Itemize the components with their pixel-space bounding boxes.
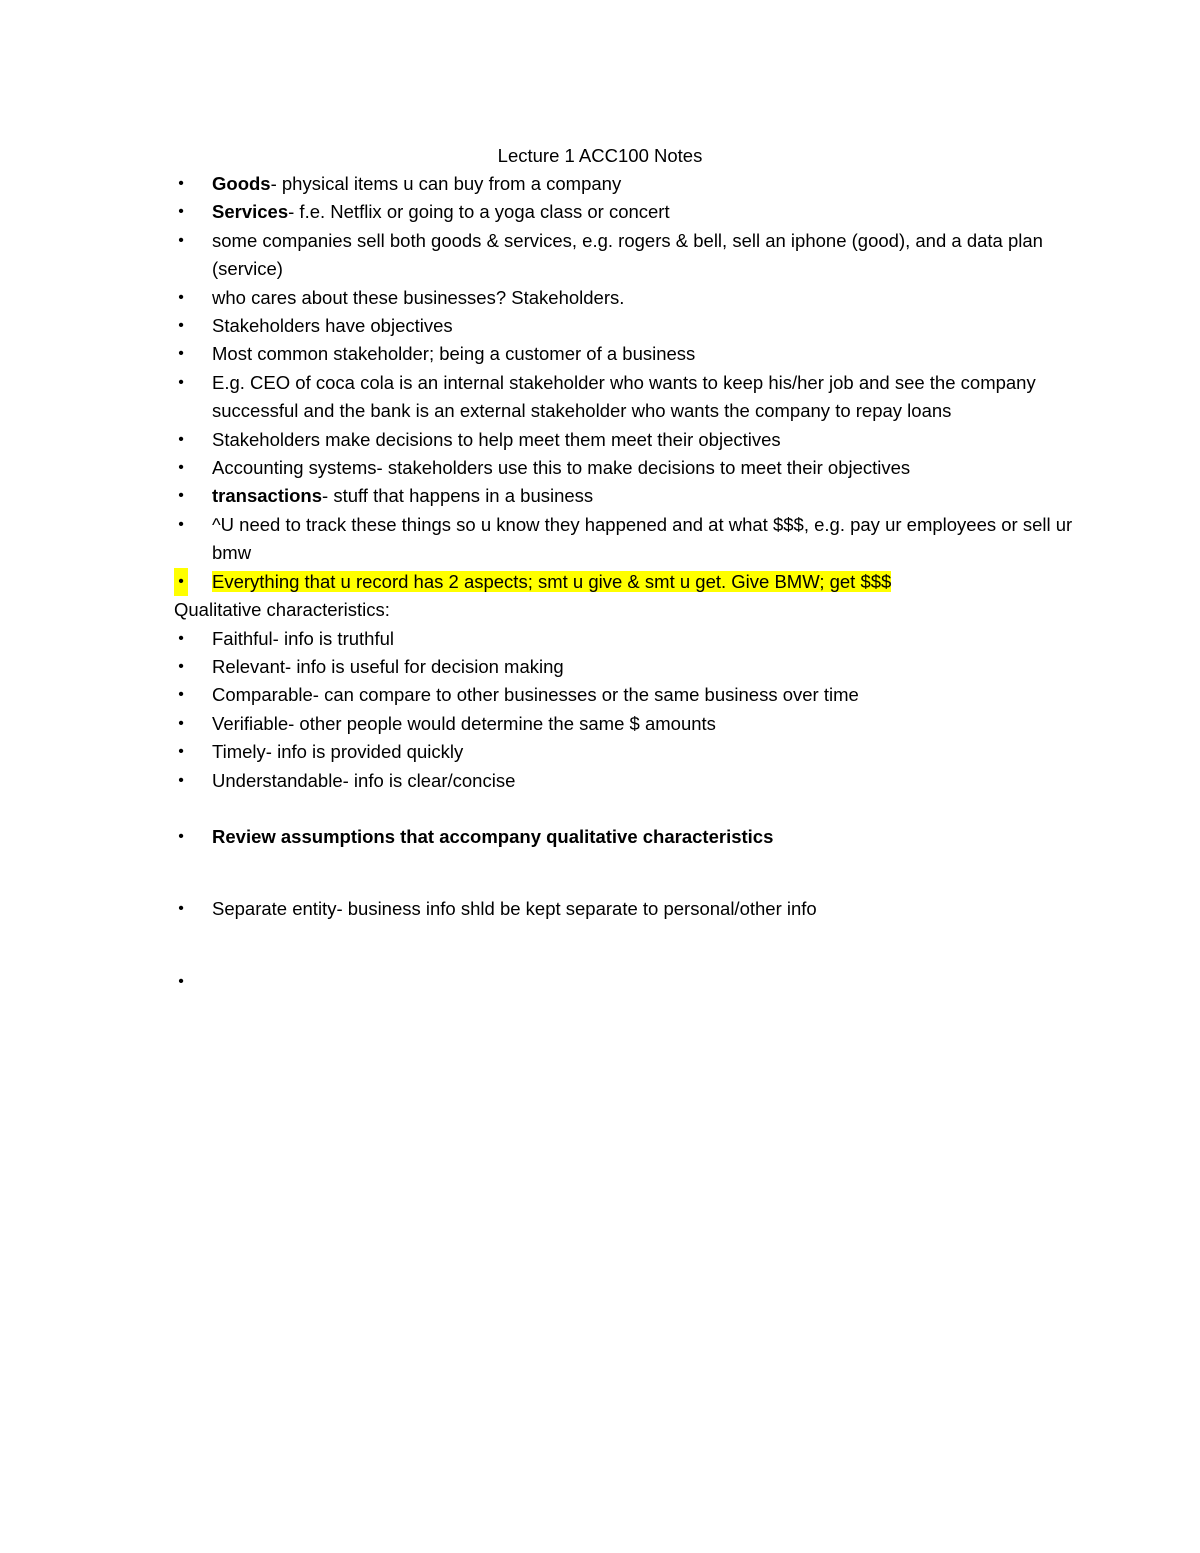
list-item — [174, 710, 1074, 738]
bullet-icon — [174, 227, 188, 255]
list-item — [174, 823, 1074, 851]
bullet-icon — [174, 369, 188, 397]
item-text: who cares about these businesses? Stakeholders. — [212, 286, 625, 308]
item-text: Most common stakeholder; being a customer of a business — [212, 343, 696, 365]
bullet-icon — [174, 681, 188, 709]
bullet-icon — [174, 482, 188, 510]
item-text: Stakeholders make decisions to help meet them meet their objectives — [212, 428, 781, 450]
list-item — [174, 738, 1074, 766]
item-text: some companies sell both goods & services, e.g. rogers & bell, sell an iphone (good), and a data plan (service) — [212, 229, 1043, 280]
term-transactions: transactions — [212, 485, 323, 507]
bullet-icon — [174, 767, 188, 795]
list-item — [174, 284, 1074, 312]
definition-goods: - physical items u can buy from a company — [270, 173, 622, 194]
list-item — [174, 312, 1074, 340]
bullet-icon — [174, 568, 188, 596]
list-item — [174, 369, 1074, 426]
separate-entity-item: Separate entity- business info shld be kept separate to personal/other info — [212, 898, 817, 920]
highlighted-list-item — [174, 568, 1074, 596]
list-item — [174, 340, 1074, 368]
list-item — [174, 426, 1074, 454]
review-assumptions-item: Review assumptions that accompany qualitative characteristics — [212, 825, 774, 847]
qualitative-heading: Qualitative characteristics: — [174, 599, 390, 621]
list-item — [174, 625, 1074, 653]
bullet-icon — [174, 312, 188, 340]
list-item — [174, 170, 1074, 198]
list-item — [174, 227, 1074, 284]
notes-list — [174, 170, 1074, 968]
definition-services: - f.e. Netflix or going to a yoga class or concert — [288, 201, 670, 223]
qualitative-item: Relevant- info is useful for decision making — [212, 655, 564, 677]
bullet-icon — [174, 170, 188, 198]
term-services: Services — [212, 201, 289, 223]
qualitative-item: Verifiable- other people would determine the same $ amounts — [212, 712, 716, 734]
bullet-icon — [174, 823, 188, 851]
list-item — [174, 482, 1074, 510]
bullet-icon — [174, 625, 188, 653]
bullet-icon — [174, 198, 188, 226]
highlighted-text: Everything that u record has 2 aspects; smt u give & smt u get. Give BMW; get $$$ — [212, 570, 892, 592]
item-text: ^U need to track these things so u know they happened and at what $$$, e.g. pay ur employees or sell ur bmw — [212, 513, 1073, 564]
qualitative-item: Comparable- can compare to other businesses or the same business over time — [212, 684, 859, 706]
bullet-icon — [174, 968, 188, 996]
bullet-icon — [174, 738, 188, 766]
list-item — [174, 454, 1074, 482]
bullet-icon — [174, 340, 188, 368]
bullet-icon — [174, 511, 188, 539]
item-text: Accounting systems- stakeholders use this to make decisions to meet their objectives — [212, 457, 911, 479]
qualitative-item: Timely- info is provided quickly — [212, 741, 464, 763]
item-text: Stakeholders have objectives — [212, 315, 453, 337]
bullet-icon — [174, 426, 188, 454]
list-item — [174, 767, 1074, 795]
list-item — [174, 198, 1074, 226]
list-item — [174, 895, 1074, 923]
list-item — [174, 681, 1074, 709]
term-goods: Goods — [212, 173, 271, 194]
document-title: Lecture 1 ACC100 Notes — [497, 145, 703, 166]
list-item — [174, 511, 1074, 568]
bullet-icon — [174, 454, 188, 482]
qualitative-item: Faithful- info is truthful — [212, 627, 394, 649]
definition-transactions: - stuff that happens in a business — [322, 485, 594, 507]
item-text: E.g. CEO of coca cola is an internal stakeholder who wants to keep his/her job and see the company successful and the bank is an external stakeholder who wants the company to repay loans — [212, 371, 1036, 422]
bullet-icon — [174, 895, 188, 923]
bullet-icon — [174, 653, 188, 681]
bullet-icon — [174, 284, 188, 312]
bullet-icon — [174, 710, 188, 738]
qualitative-item: Understandable- info is clear/concise — [212, 769, 516, 791]
list-item — [174, 653, 1074, 681]
